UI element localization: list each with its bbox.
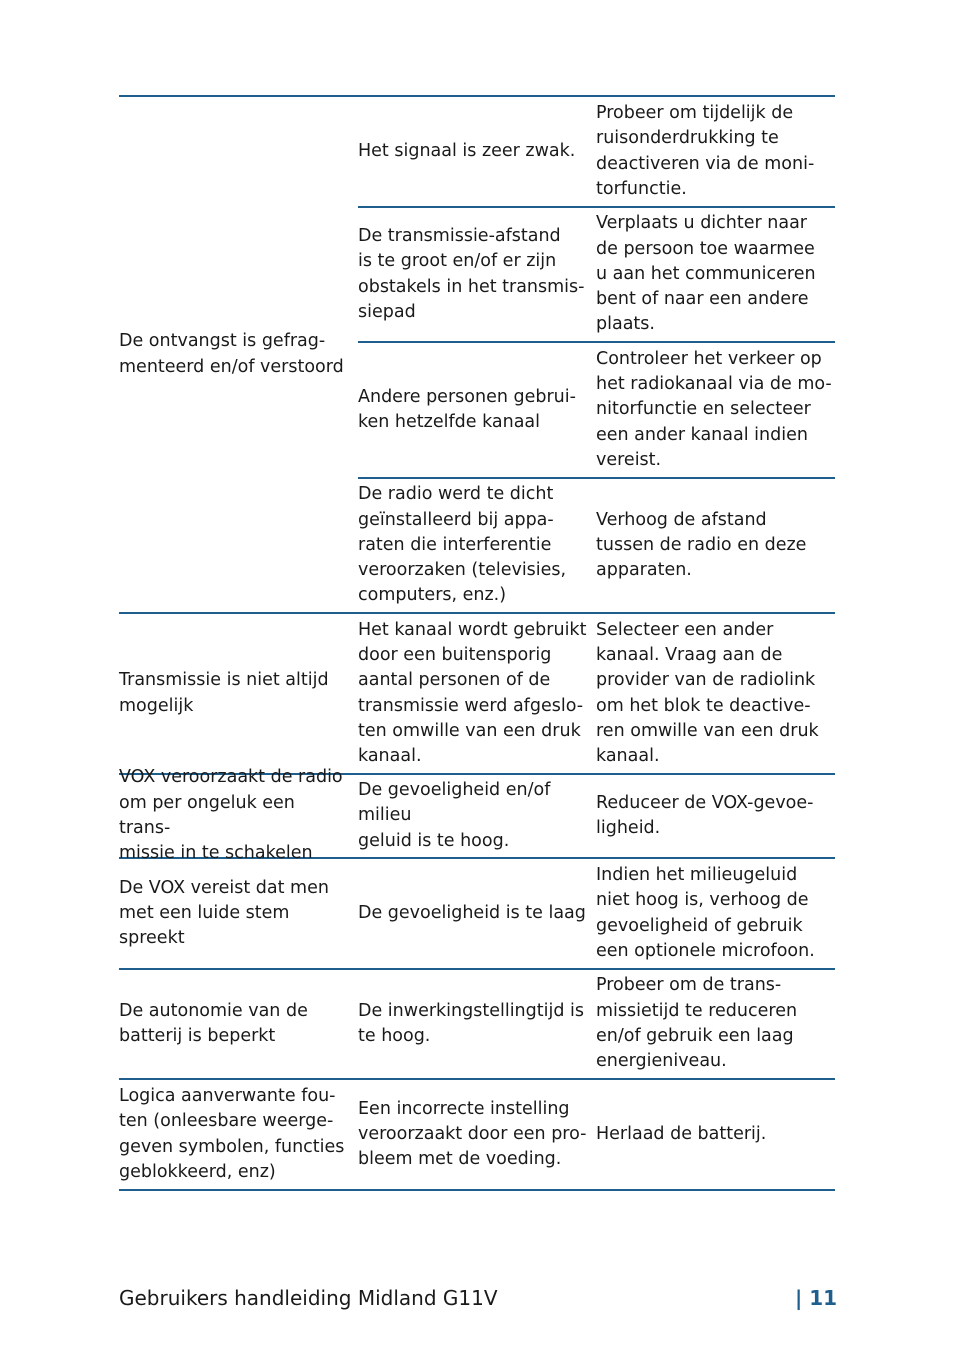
table-cell-cause [358, 775, 588, 857]
table-cell-cause [358, 1080, 588, 1189]
table-cell-cause [358, 97, 588, 206]
table-cell-cause [358, 479, 588, 612]
table-cell-problem [119, 97, 351, 612]
cause-text: De inwerkingstellingtijd is te hoog. [358, 1000, 584, 1046]
problem-text: De VOX vereist dat men met een luide stem spreekt [119, 877, 329, 949]
table-cell-solution [596, 970, 835, 1078]
cause-text: Het signaal is zeer zwak. [358, 140, 576, 161]
table-cell-solution [596, 775, 835, 857]
cause-text: De radio werd te dicht geïnstalleerd bij appa- raten die interferentie veroorzaken (televisies, computers, enz.) [358, 484, 567, 606]
solution-text: Indien het milieugeluid niet hoog is, verhoog de gevoeligheid of gebruik een optionele microfoon. [596, 864, 815, 961]
table-cell-problem [119, 859, 351, 968]
problem-text: De ontvangst is gefrag- menteerd en/of verstoord [119, 331, 344, 377]
table-cell-solution [596, 859, 835, 968]
solution-text: Controleer het verkeer op het radiokanaal via de mo- nitorfunctie en selecteer een ander kanaal indien vereist. [596, 348, 832, 470]
table-cell-solution [596, 208, 835, 341]
page-number: | 11 [795, 1286, 838, 1310]
problem-text: Logica aanverwante fou- ten (onleesbare weerge- geven symbolen, functies geblokkeerd, enz) [119, 1085, 345, 1182]
problem-text: De autonomie van de batterij is beperkt [119, 1000, 308, 1046]
solution-text: Probeer om tijdelijk de ruisonderdrukking te deactiveren via de moni- torfunctie. [596, 102, 815, 199]
table-cell-solution [596, 479, 835, 612]
solution-text: Probeer om de trans- missietijd te reduceren en/of gebruik een laag energieniveau. [596, 975, 798, 1072]
cause-text: Een incorrecte instelling veroorzaakt door een pro- bleem met de voeding. [358, 1098, 587, 1170]
table-cell-cause [358, 970, 588, 1078]
table-cell-problem [119, 767, 351, 864]
table-cell-cause [358, 208, 588, 341]
solution-text: Reduceer de VOX-gevoe- ligheid. [596, 792, 814, 838]
table-cell-solution [596, 343, 835, 477]
cause-text: De transmissie-afstand is te groot en/of er zijn obstakels in het transmis- siepad [358, 225, 585, 322]
solution-text: Verplaats u dichter naar de persoon toe waarmee u aan het communiceren bent of naar een andere plaats. [596, 213, 816, 335]
table-cell-problem [119, 1080, 351, 1189]
table-cell-cause [358, 859, 588, 968]
table-cell-solution [596, 614, 835, 773]
table-cell-solution [596, 1080, 835, 1189]
problem-text: Transmissie is niet altijd mogelijk [119, 670, 329, 716]
cause-text: De gevoeligheid is te laag [358, 902, 586, 923]
table-cell-solution [596, 97, 835, 206]
table-bottom-rule [119, 1189, 835, 1191]
problem-text: VOX veroorzaakt de radio om per ongeluk een trans- missie in te schakelen [119, 767, 343, 864]
cause-text: Het kanaal wordt gebruikt door een buitensporig aantal personen of de transmissie werd afgeslo- ten omwille van een druk kanaal. [358, 619, 587, 767]
footer-manual-title: Gebruikers handleiding Midland G11V [119, 1286, 498, 1310]
cause-text: Andere personen gebrui- ken hetzelfde kanaal [358, 386, 576, 432]
cause-text: De gevoeligheid en/of milieu geluid is te hoog. [358, 780, 551, 851]
solution-text: Herlaad de batterij. [596, 1123, 767, 1144]
solution-text: Selecteer een ander kanaal. Vraag aan de provider van de radiolink om het blok te deactive- ren omwille van een druk kanaal. [596, 619, 819, 767]
table-cell-problem [119, 970, 351, 1078]
table-cell-cause [358, 614, 588, 773]
table-cell-cause [358, 343, 588, 477]
solution-text: Verhoog de afstand tussen de radio en deze apparaten. [596, 509, 807, 581]
table-cell-problem [119, 614, 351, 773]
